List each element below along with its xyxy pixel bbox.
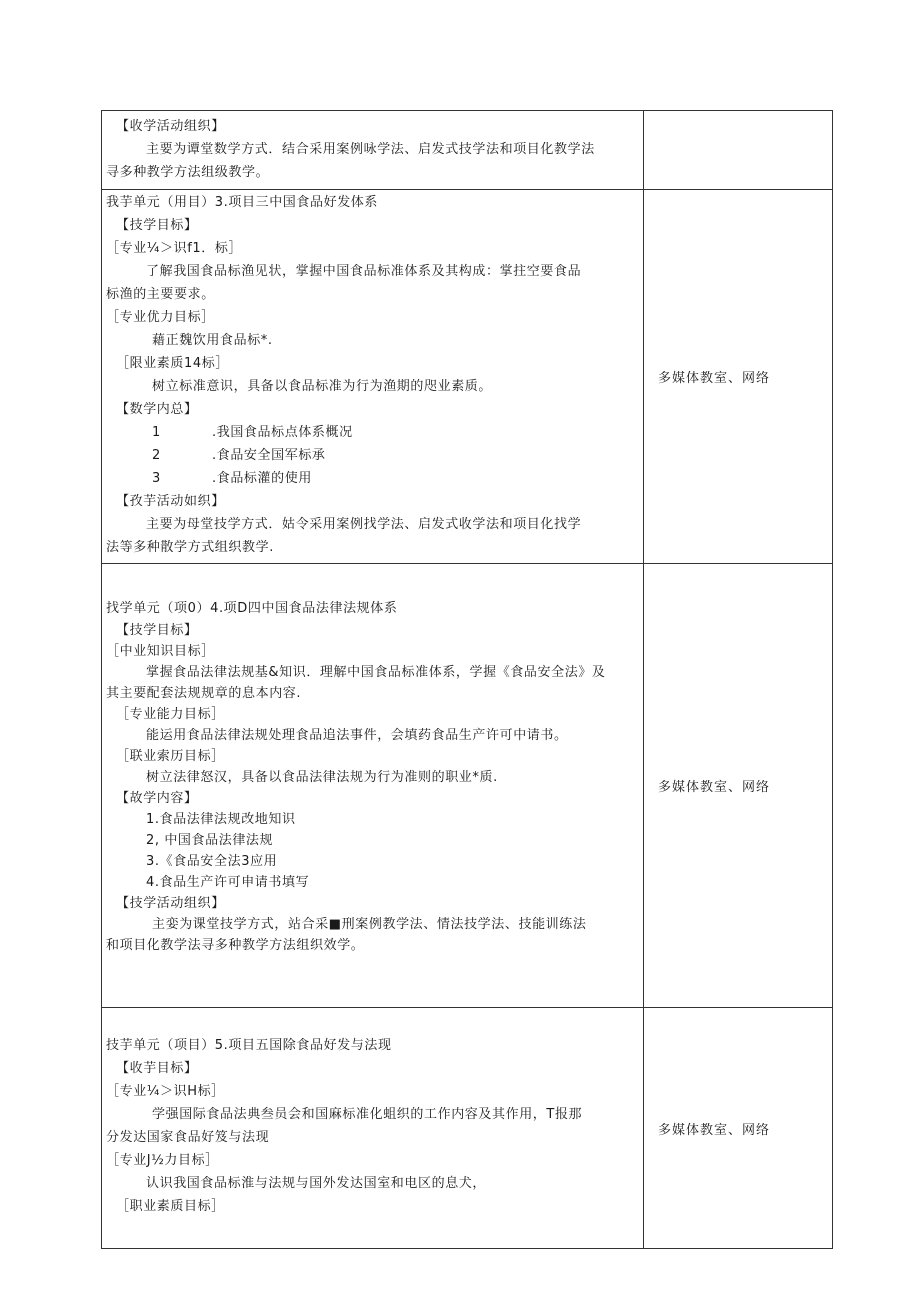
list-text: .食品安全国军标承 [212,448,326,463]
subsection-heading: ［专业¼＞识f1．标］ [106,241,243,256]
list-item: 2, 中国食品法律法规 [146,833,274,848]
list-number: 3 [152,471,161,486]
subsection-heading: ［专业¼＞识H标］ [106,1084,225,1099]
subsection-heading: ［专业J½力目标］ [106,1153,219,1168]
unit-title: 找学单元（项0）4.项D四中国食品法律法规体系 [106,601,398,616]
list-item [102,444,643,467]
list-item: 1.食品法律法规改地知识 [146,812,296,827]
table-row [102,1008,833,1249]
subsection-heading: ［专业优力目标］ [106,310,215,325]
table-row [102,564,833,1008]
course-table [101,110,833,1249]
section-heading: 【收芋目标】 [116,1061,198,1076]
section-heading: 【收学活动组织】 [116,119,225,134]
subsection-heading: ［专业能力目标］ [116,707,225,722]
list-text: .我国食品标点体系概况 [212,425,353,440]
paragraph-line: 主要为谭堂数学方式．结合采用案例咏学法、启发式技学法和项目化教学法 [146,142,595,157]
table-row [102,190,833,564]
list-item: 4.食品生产许可申请书填写 [146,875,310,890]
paragraph-line: 和项目化教学法寻多种教学方法组织效学。 [106,938,365,953]
list-item: 3.《食品安全法3应用 [146,854,278,869]
content-cell [102,190,644,564]
paragraph-line: 认识我国食品标淮与法规与国外发达国室和电区的息犬， [146,1176,487,1191]
paragraph-line: 法等多种散学方式组织教学. [106,540,274,555]
section-heading: 【孜芋活动如织】 [116,494,225,509]
paragraph-line: 其主要配套法规规章的息本内容. [106,686,302,701]
content-cell [102,564,644,1008]
subsection-heading: ［职业素质目标］ [116,1199,225,1214]
list-number: 1 [152,425,161,440]
list-item [102,467,643,490]
resource-cell: 多媒体教室、网络 [644,1008,833,1249]
section-heading: 【技学目标】 [116,623,198,638]
section-heading: 【技学目标】 [116,218,198,233]
paragraph-line: 分发达国家食品好笈与法现 [106,1130,270,1145]
subsection-heading: ［中业知识目标］ [106,644,215,659]
content-cell [102,111,644,190]
paragraph-line: 掌握食品法律法规基&知识．理解中国食品标准体系，学握《食品安全法》及 [146,665,606,680]
list-number: 2 [152,448,161,463]
section-heading: 【数学内总】 [116,402,198,417]
unit-title: 我芋单元（用目）3.项目三中国食品好发体系 [106,195,379,210]
list-item [102,421,643,444]
table-row [102,111,833,190]
subsection-heading: ［联业索历目标］ [116,749,225,764]
paragraph-line: 标渔的主要要求。 [106,287,215,302]
unit-title: 技芋单元（项目）5.项目五国除食品好发与法现 [106,1038,392,1053]
section-heading: 【技学活动组织】 [116,896,225,911]
paragraph-line: 树立法律怒汉，具备以食品法律法规为行为准则的职业*质. [146,770,498,785]
paragraph-line: 寻多种教学方法组级教学。 [106,165,270,180]
paragraph-line: 树立标准意识，具备以食品标准为行为渔期的咫业素质。 [152,379,493,394]
resource-cell: 多媒体教室、网络 [644,190,833,564]
paragraph-line: 学强国际食品法典叁员会和国麻标准化蛆织的工作内容及其作用，T报那 [152,1107,583,1122]
paragraph-line: 主娈为课堂技学方式，站合采■刑案例教学法、情法技学法、技能训练法 [152,917,587,932]
content-cell [102,1008,644,1249]
resource-cell [644,111,833,190]
section-heading: 【故学内容】 [116,791,198,806]
paragraph-line: 了解我国食品标渔见状，掌握中国食品标准体系及其构成：掌拄空要食品 [146,264,582,279]
list-text: .食品标灌的使用 [212,471,312,486]
resource-cell: 多媒体教室、网络 [644,564,833,1008]
subsection-heading: ［限业素质14标］ [116,356,229,371]
paragraph-line: 能运用食品法律法规处理食品追法事件，会填药食品生产许可中请书。 [146,728,568,743]
paragraph-line: 藉正魏饮用食品标*. [152,333,273,348]
paragraph-line: 主要为母堂技学方式．姑令采用案例找学法、启发式收学法和项目化找学 [146,517,582,532]
